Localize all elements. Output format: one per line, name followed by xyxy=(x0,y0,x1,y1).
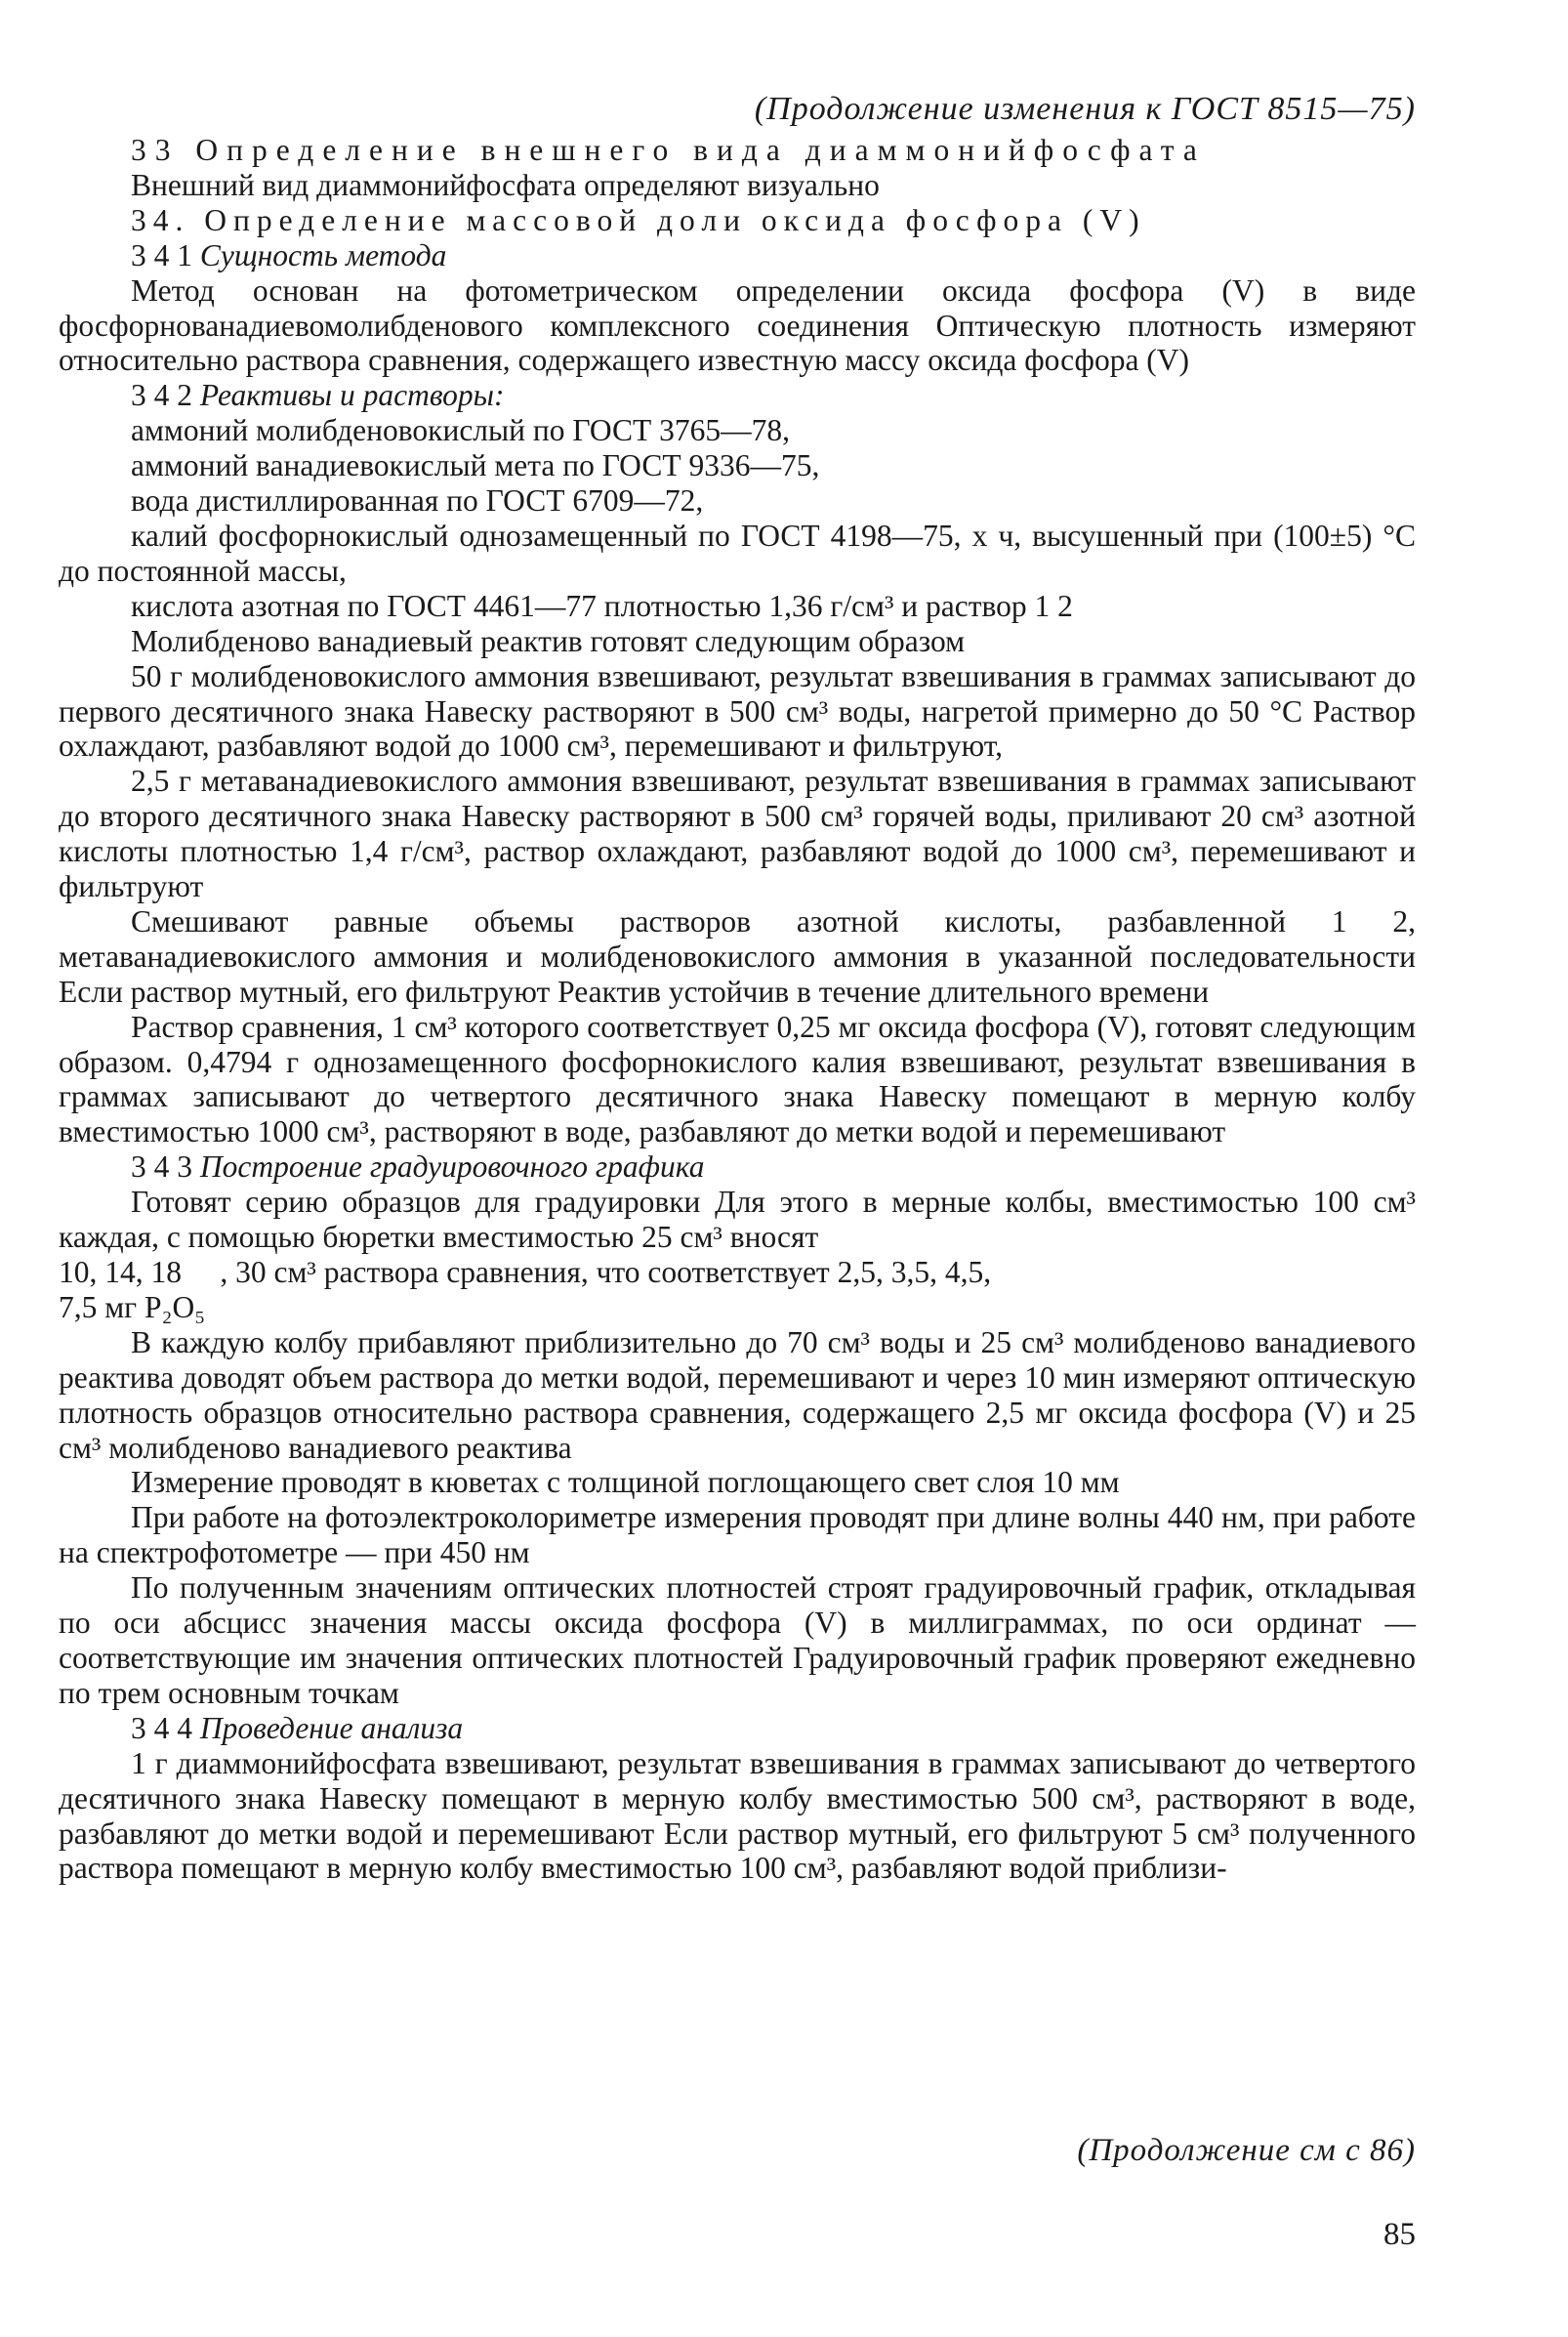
section-341-number: 3 4 1 xyxy=(131,237,192,272)
section-344-heading xyxy=(59,1711,1416,1746)
section-342-number: 3 4 2 xyxy=(131,378,192,413)
paragraph-line: 7,5 мг P₂O₅ xyxy=(59,1289,206,1324)
paragraph: При работе на фотоэлектроколориметре измерения проводят при длине волны 440 нм, при работе на спектрофотометре — при 450 нм xyxy=(59,1500,1416,1570)
paragraph: По полученным значениям оптических плотностей строят градуировочный график, откладывая по оси абсцисс значения массы оксида фосфора (V) в миллиграммах, по оси ординат — соответствующие им значения оптических плотностей Градуировочный график проверяют ежедневно по трем основным точкам xyxy=(59,1570,1416,1710)
reagent-item: вода дистиллированная по ГОСТ 6709—72, xyxy=(131,483,704,519)
document-page xyxy=(59,90,1416,1886)
section-343-title: Построение градуировочного графика xyxy=(199,1149,705,1185)
reagent-prep-intro: Молибденово ванадиевый реактив готовят следующим образом xyxy=(131,623,966,658)
paragraph: 1 г диаммонийфосфата взвешивают, результат взвешивания в граммах записывают до четвертого десятичного знака Навеску помещают в мерную колбу вместимостью 500 см³, растворяют в воде, разбавляют до метки водой и перемешивают Если раствор мутный, его фильтруют 5 см³ полученного раствора помещают в мерную колбу вместимостью 100 см³, разбавляют водой приблизи- xyxy=(59,1745,1416,1886)
section-342-heading xyxy=(59,378,1416,413)
section-342-title: Реактивы и растворы: xyxy=(199,378,505,413)
section-341-title: Сущность метода xyxy=(199,237,447,272)
paragraph: 50 г молибденовокислого аммония взвешивают, результат взвешивания в граммах записывают до первого десятичного знака Навеску растворяют в 500 см³ воды, нагретой примерно до 50 °С Раствор охлаждают, разбавляют водой до 1000 см³, перемешивают и фильтруют, xyxy=(59,658,1416,764)
reagent-item: кислота азотная по ГОСТ 4461—77 плотностью 1,36 г/см³ и раствор 1 2 xyxy=(131,588,1073,623)
paragraph: В каждую колбу прибавляют приблизительно до 70 см³ воды и 25 см³ молибденово ванадиевого реактива доводят объем раствора до метки водой, перемешивают и через 10 мин измеряют оптическую плотность образцов относительно раствора сравнения, содержащего 2,5 мг оксида фосфора (V) и 25 см³ молибденово ванадиевого реактива xyxy=(59,1324,1416,1465)
reagent-item: аммоний молибденовокислый по ГОСТ 3765—78, xyxy=(131,413,790,448)
paragraph: 2,5 г метаванадиевокислого аммония взвешивают, результат взвешивания в граммах записывают до второго десятичного знака Навеску растворяют в 500 см³ горячей воды, приливают 20 см³ азотной кислоты плотностью 1,4 г/см³, раствор охлаждают, разбавляют водой до 1000 см³, перемешивают и фильтруют xyxy=(59,764,1416,904)
page-header: (Продолжение изменения к ГОСТ 8515—75) xyxy=(754,91,1416,127)
paragraph: Готовят серию образцов для градуировки Для этого в мерные колбы, вместимостью 100 см³ каждая, с помощью бюретки вместимостью 25 см³ вносят xyxy=(59,1185,1416,1255)
reagent-item: калий фосфорнокислый однозамещенный по ГОСТ 4198—75, х ч, высушенный при (100±5) °С до постоянной массы, xyxy=(59,518,1416,588)
section-33-text: Внешний вид диаммонийфосфата определяют визуально xyxy=(131,167,880,202)
section-344-number: 3 4 4 xyxy=(131,1710,192,1745)
reagent-item: аммоний ванадиевокислый мета по ГОСТ 9336—75, xyxy=(131,448,820,483)
section-33-title: 33 Определение внешнего вида диаммонийфосфата xyxy=(131,133,1206,167)
section-341-heading xyxy=(59,238,1416,273)
page-number: 85 xyxy=(1383,2217,1416,2252)
paragraph: Смешивают равные объемы растворов азотной кислоты, разбавленной 1 2, метаванадиевокислого аммония и молибденовокислого аммония в указанной последовательности Если раствор мутный, его фильтруют Реактив устойчив в течение длительного времени xyxy=(59,903,1416,1009)
section-34-title: 34. Определение массовой доли оксида фосфора (V) xyxy=(131,202,1146,237)
paragraph: Раствор сравнения, 1 см³ которого соответствует 0,25 мг оксида фосфора (V), готовят следующим образом. 0,4794 г однозамещенного фосфорнокислого калия взвешивают, результат взвешивания в граммах записывают до четвертого десятичного знака Навеску помещают в мерную колбу вместимостью 1000 см³, растворяют в воде, разбавляют до метки водой и перемешивают xyxy=(59,1009,1416,1149)
section-343-heading xyxy=(59,1149,1416,1185)
section-341-text: Метод основан на фотометрическом определении оксида фосфора (V) в виде фосфорнованадиевомолибденового комплексного соединения Оптическую плотность измеряют относительно раствора сравнения, содержащего известную массу оксида фосфора (V) xyxy=(59,272,1416,378)
continuation-note: (Продолжение см с 86) xyxy=(1077,2133,1416,2168)
paragraph: Измерение проводят в кюветах с толщиной поглощающего свет слоя 10 мм xyxy=(131,1465,1120,1500)
section-344-title: Проведение анализа xyxy=(199,1710,464,1745)
paragraph-line: 10, 14, 18 , 30 см³ раствора сравнения, что соответствует 2,5, 3,5, 4,5, xyxy=(59,1255,992,1289)
section-343-number: 3 4 3 xyxy=(131,1149,192,1185)
